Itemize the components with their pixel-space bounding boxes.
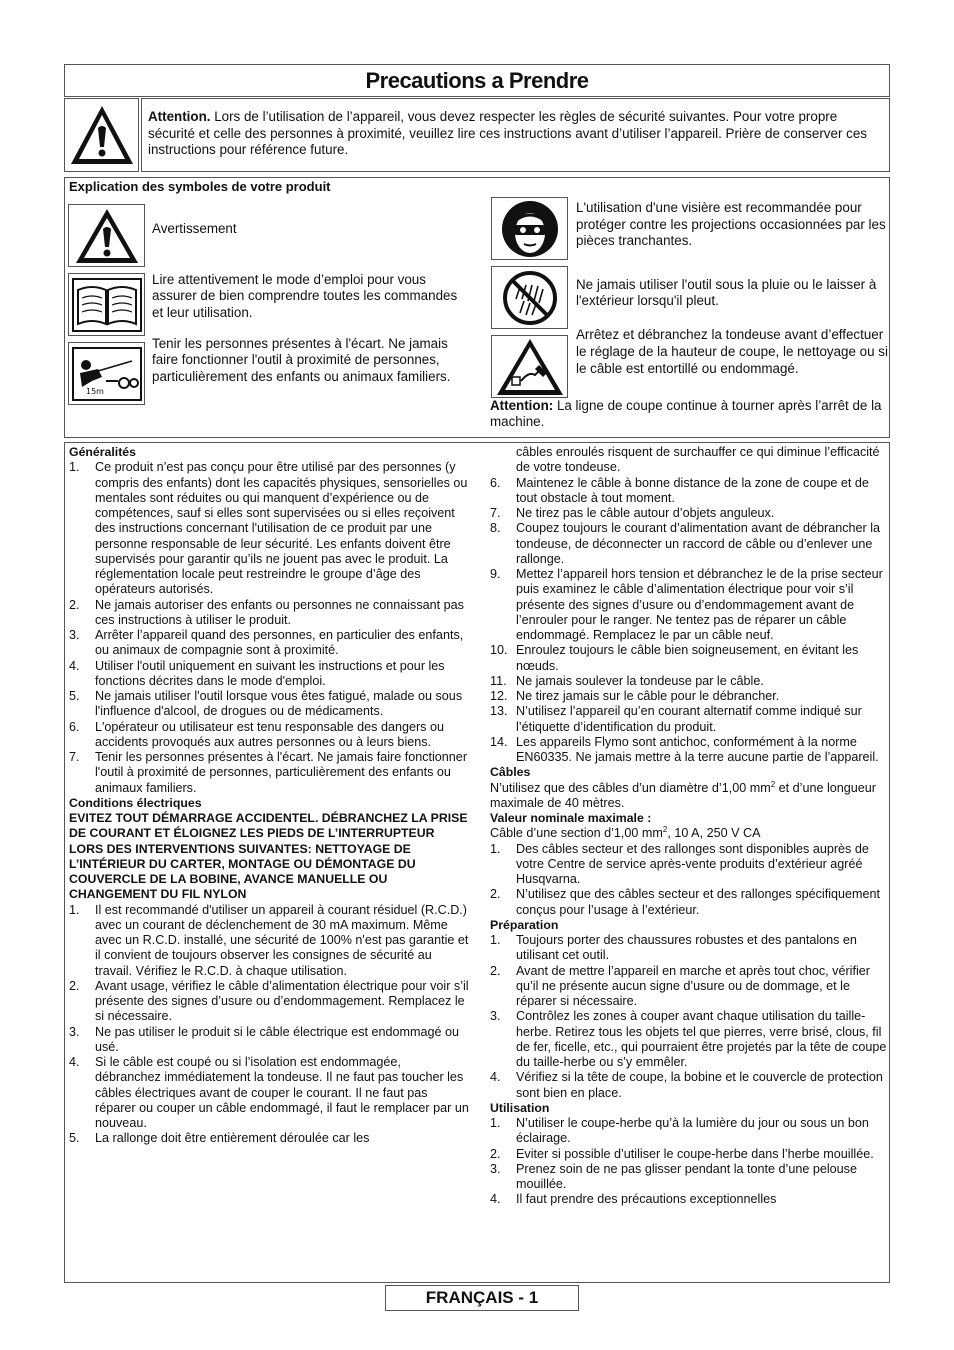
list-item — [490, 887, 888, 918]
electrical-list — [69, 903, 469, 1147]
list-item — [490, 674, 888, 689]
list-item — [490, 704, 888, 735]
list-item-number: 2. — [490, 1146, 501, 1161]
list-item-text: N’utilisez l’appareil qu’en courant alternatif comme indiqué sur l’étiquette d’identification du produit. — [516, 704, 862, 734]
cutting-line-attention-label: Attention: — [490, 398, 554, 413]
unplug-text: Arrêtez et débranchez la tondeuse avant d’effectuer le réglage de la hauteur de coupe, le nettoyage ou si le câble est entortillé ou endommagé. — [576, 327, 888, 376]
visor-symbol — [491, 197, 568, 260]
list-item-text: Ne jamais autoriser des enfants ou personnes ne connaissant pas ces instructions à utiliser le produit. — [95, 597, 464, 627]
generalites-list — [69, 460, 469, 796]
list-item-number: 1. — [69, 460, 80, 475]
right-column — [490, 445, 888, 1208]
list-item-text: Ne tirez jamais sur le câble pour le débrancher. — [516, 689, 780, 703]
face-visor-icon — [496, 199, 564, 259]
list-item-text: Eviter si possible d’utiliser le coupe-herbe dans l’herbe mouillée. — [516, 1146, 874, 1161]
list-item-number: 1. — [490, 841, 501, 856]
title-box — [64, 64, 890, 97]
list-item-text: La rallonge doit être entièrement déroulée car les — [95, 1131, 370, 1146]
list-item-text: Ne jamais utiliser l'outil lorsque vous êtes fatigué, malade ou sous l'influence d'alcool, de drogues ou de médicaments. — [95, 689, 463, 719]
list-item-number: 4. — [69, 658, 80, 673]
list-item-text: Avant de mettre l’appareil en marche et après tout choc, vérifier qu’il ne présente aucun signe d’usure ou de dommage, et le réparer si nécessaire. — [516, 963, 870, 1008]
page-footer: FRANÇAIS - 1 — [385, 1285, 579, 1311]
utilisation-list — [490, 1116, 888, 1208]
list-item — [69, 750, 469, 796]
list-item-number: 5. — [69, 1131, 80, 1146]
list-item — [490, 964, 888, 1010]
list-item-text: Vérifiez si la tête de coupe, la bobine et le couvercle de protection sont bien en place. — [516, 1070, 883, 1100]
list-item-number: 7. — [69, 750, 80, 764]
list-item — [490, 735, 888, 766]
list-item-text: Contrôlez les zones à couper avant chaque utilisation du taille-herbe. Retirez tous les objets tel que pierres, verre brisé, clous, fil de fer, ficelle, etc., qui pourraient être projetés par la tête de coupe du taille-herbe ou s’y emmêler. — [516, 1009, 887, 1069]
list-item-number: 3. — [69, 628, 80, 642]
list-item-text: Toujours porter des chaussures robustes et des pantalons en utilisant cet outil. — [516, 933, 857, 963]
list-item — [69, 720, 469, 751]
list-item — [490, 521, 888, 567]
cables-heading: Câbles — [490, 765, 531, 780]
utilisation-heading: Utilisation — [490, 1100, 550, 1115]
list-item-number: 3. — [69, 1024, 80, 1039]
manual-symbol — [68, 273, 145, 336]
list-item-number: 9. — [490, 567, 501, 581]
list-item-text: Ne pas utiliser le produit si le câble électrique est endommagé ou usé. — [95, 1024, 460, 1054]
list-item — [69, 689, 469, 720]
list-item — [490, 689, 888, 704]
list-item-number: 2. — [69, 597, 80, 612]
list-item-text: Des câbles secteur et des rallonges sont disponibles auprès de votre Centre de service après-vente produits d’extérieur agréé Husqvarna. — [516, 841, 869, 886]
symbols-heading: Explication des symboles de votre produit — [69, 179, 331, 194]
list-item-text: N’utilisez que des câbles secteur et des rallonges spécifiquement conçus pour l’usage à l’extérieur. — [516, 887, 881, 917]
rain-symbol — [491, 266, 568, 329]
list-item-text: Ce produit n’est pas conçu pour être utilisé par des personnes (y compris des enfants) dont les capacités physiques, sensorielles ou mentales sont réduites ou qui manquent d’expérience ou de compétences, sauf si elles sont supervisées ou si elles reçoivent des instructions concernant l'utilisation de ce produit par une personne responsable de leur sécurité. Les enfants doivent être supervisés pour garantir qu’ils ne jouent pas avec le produit. La réglementation locale peut restreindre le groupe d’âge des opérateurs autorisés. — [95, 460, 468, 597]
left-column — [69, 445, 469, 1147]
intro-attention — [141, 98, 890, 172]
electrical-continued: câbles enroulés risquent de surchauffer ce qui diminue l’efficacité de votre tondeuse. — [516, 445, 880, 475]
list-item — [490, 643, 888, 674]
warning-text: Avertissement — [152, 221, 237, 236]
symbols-section — [64, 177, 890, 438]
list-item-text: Les appareils Flymo sont antichoc, conformément à la norme EN60335. Ne jamais mettre à la terre aucune partie de l’appareil. — [516, 734, 879, 764]
list-item-number: 4. — [490, 1192, 501, 1207]
cutting-line-attention-text: La ligne de coupe continue à tourner après l’arrêt de la machine. — [490, 398, 882, 430]
nominal-list — [490, 842, 888, 918]
list-item-number: 13. — [490, 704, 508, 719]
list-item-text: Prenez soin de ne pas glisser pendant la tonte d’une pelouse mouillée. — [516, 1161, 857, 1191]
list-item-number: 6. — [490, 475, 501, 490]
list-item — [490, 1162, 888, 1193]
list-item — [490, 567, 888, 643]
list-item-text: Coupez toujours le courant d’alimentation avant de débrancher la tondeuse, de déconnecter un raccord de câble ou d’enlever une rallonge. — [516, 521, 881, 566]
list-item-number: 1. — [490, 1116, 501, 1130]
manual-text: Lire attentivement le mode d’emploi pour vous assurer de bien comprendre toutes les commandes et leur utilisation. — [152, 272, 458, 320]
list-item — [69, 628, 469, 659]
list-item — [490, 1116, 888, 1147]
list-item — [69, 598, 469, 629]
list-item — [490, 842, 888, 888]
keep-bystanders-away-icon — [72, 347, 142, 401]
list-item — [490, 506, 888, 521]
warning-icon-box — [64, 98, 139, 172]
unplug-warning-icon — [495, 337, 565, 397]
nominal-text: Câble d’une section d’1,00 $mm^2$, 10 A, 250 V CA — [490, 825, 761, 841]
list-item-text: Enroulez toujours le câble bien soigneusement, en évitant les nœuds. — [516, 643, 859, 673]
list-item — [69, 659, 469, 690]
warning-triangle-icon — [69, 104, 135, 166]
list-item-number: 4. — [69, 1055, 80, 1069]
preparation-list — [490, 933, 888, 1101]
list-item-text: Mettez l’appareil hors tension et débranchez le de la prise secteur puis examinez le câble d’alimentation électrique pour voir s’il présente des signes d’usure ou d’endommagement avant de l’enrouler pour le ranger. Ne tentez pas de réparer un câble endommagé. Remplacez le par un câble neuf. — [516, 567, 883, 642]
electrical-caps-warning: EVITEZ TOUT DÉMARRAGE ACCIDENTEL. DÉBRANCHEZ LA PRISE DE COURANT ET ÉLOIGNEZ LES PIEDS DE L’INTERRUPTEUR LORS DES INTERVENTIONS SUIVANTES: NETTOYAGE DE L’INTÉRIEUR DU CARTER, MONTAGE OU DÉMONTAGE DU COUVERCLE DE LA BOBINE, AVANCE MANUELLE OU CHANGEMENT DU FIL NYLON — [69, 811, 468, 902]
list-item-number: 1. — [69, 902, 80, 917]
bystanders-symbol — [68, 342, 145, 405]
list-item — [69, 903, 469, 979]
list-item-number: 11. — [490, 673, 507, 688]
list-item-text: Tenir les personnes présentes à l'écart. Ne jamais faire fonctionner l'outil à proximité de personnes, particulièrement des enfants ou animaux familiers. — [95, 750, 468, 795]
intro-attention-text: Lors de l’utilisation de l’appareil, vous devez respecter les règles de sécurité suivantes. Pour votre propre sécurité et celle des personnes à proximité, veuillez lire ces instructions avant d’utiliser l’appareil. Prière de conserver ces instructions pour référence future. — [148, 109, 867, 157]
list-item-text: Utiliser l'outil uniquement en suivant les instructions et pour les fonctions décrites dans le mode d'emploi. — [95, 658, 445, 688]
visor-text: L'utilisation d'une visière est recommandée pour protéger contre les projections occasionnées par les pièces tranchantes. — [576, 200, 886, 248]
list-item-text: Ne jamais soulever la tondeuse par le câble. — [516, 673, 764, 688]
list-item-text: Il faut prendre des précautions exceptionnelles — [516, 1192, 777, 1207]
no-rain-icon — [497, 269, 563, 327]
list-item — [69, 1025, 469, 1056]
list-item-text: Maintenez le câble à bonne distance de la zone de coupe et de tout obstacle à tout moment. — [516, 475, 869, 505]
list-item — [69, 460, 469, 597]
list-item-text: N’utiliser le coupe-herbe qu’à la lumière du jour ou sous un bon éclairage. — [516, 1116, 869, 1146]
list-item-number: 2. — [490, 887, 501, 902]
list-item-number: 14. — [490, 734, 508, 749]
rain-text: Ne jamais utiliser l'outil sous la pluie ou le laisser à l'extérieur lorsqu'il pleut. — [576, 277, 877, 309]
warning-triangle-icon — [74, 207, 140, 265]
electrical-heading: Conditions électriques — [69, 795, 202, 810]
svg-text:15m: 15m — [85, 386, 104, 396]
cutting-line-attention — [490, 398, 885, 431]
bystanders-text: Tenir les personnes présentes à l'écart. Ne jamais faire fonctionner l'outil à proximité de personnes, particulièrement des enfants ou animaux familiers. — [152, 336, 451, 384]
list-item-number: 12. — [490, 689, 508, 703]
list-item — [69, 1055, 469, 1131]
list-item-number: 7. — [490, 506, 501, 520]
list-item — [490, 476, 888, 507]
intro-attention-label: Attention. — [148, 109, 211, 124]
warning-symbol — [68, 204, 145, 267]
list-item-number: 2. — [69, 978, 80, 993]
open-book-icon — [72, 278, 142, 332]
page-title: Precautions a Prendre — [365, 67, 589, 93]
list-item-text: L'opérateur ou utilisateur est tenu responsable des dangers ou accidents provoqués aux autres personnes ou à leurs biens. — [95, 719, 444, 749]
list-item — [490, 1009, 888, 1070]
list-item-text: Arrêter l’appareil quand des personnes, en particulier des enfants, ou animaux de compagnie sont à proximité. — [95, 628, 464, 658]
generalites-heading: Généralités — [69, 445, 136, 459]
instructions-section — [64, 442, 890, 1283]
list-item — [490, 933, 888, 964]
list-item — [490, 1192, 888, 1207]
list-item-number: 5. — [69, 689, 80, 703]
list-item-text: Il est recommandé d'utiliser un appareil à courant résiduel (R.C.D.) avec un courant de déclenchement de 30 mA maximum. Même avec un R.C.D. installé, une sécurité de 100% n'est pas garantie et il convient de toujours observer les consignes de sécurité au travail. Vérifiez le R.C.D. à chaque utilisation. — [95, 902, 469, 978]
cables-text: N’utilisez que des câbles d’un diamètre d’1,00 $mm^2$ et d’une longueur maximale de 40 mètres. — [490, 779, 876, 810]
list-item — [490, 1147, 888, 1162]
list-item-text: Ne tirez pas le câble autour d’objets anguleux. — [516, 506, 775, 520]
list-item-number: 3. — [490, 1009, 501, 1024]
list-item-number: 4. — [490, 1070, 501, 1085]
list-item-number: 6. — [69, 719, 80, 734]
list-item-number: 1. — [490, 933, 501, 947]
list-item-text: Avant usage, vérifiez le câble d’alimentation électrique pour voir s’il présente des signes d’usure ou d’endommagement. Remplacez le si nécessaire. — [95, 978, 469, 1024]
list-item-number: 10. — [490, 643, 508, 658]
list-item-number: 2. — [490, 963, 501, 978]
electrical-list-continued — [490, 476, 888, 766]
nominal-heading: Valeur nominale maximale : — [490, 811, 652, 825]
list-item — [490, 1070, 888, 1101]
list-item — [69, 979, 469, 1025]
list-item — [69, 1131, 469, 1146]
preparation-heading: Préparation — [490, 917, 559, 932]
list-item-number: 8. — [490, 521, 501, 536]
unplug-symbol — [491, 335, 568, 398]
list-item-number: 3. — [490, 1161, 501, 1176]
list-item-text: Si le câble est coupé ou si l’isolation est endommagée, débranchez immédiatement la tondeuse. Il ne faut pas toucher les câbles électriques avant de couper le courant. Il ne faut pas réparer ou couper un câble endommagé, il faut le remplacer par un nouveau. — [95, 1055, 469, 1130]
